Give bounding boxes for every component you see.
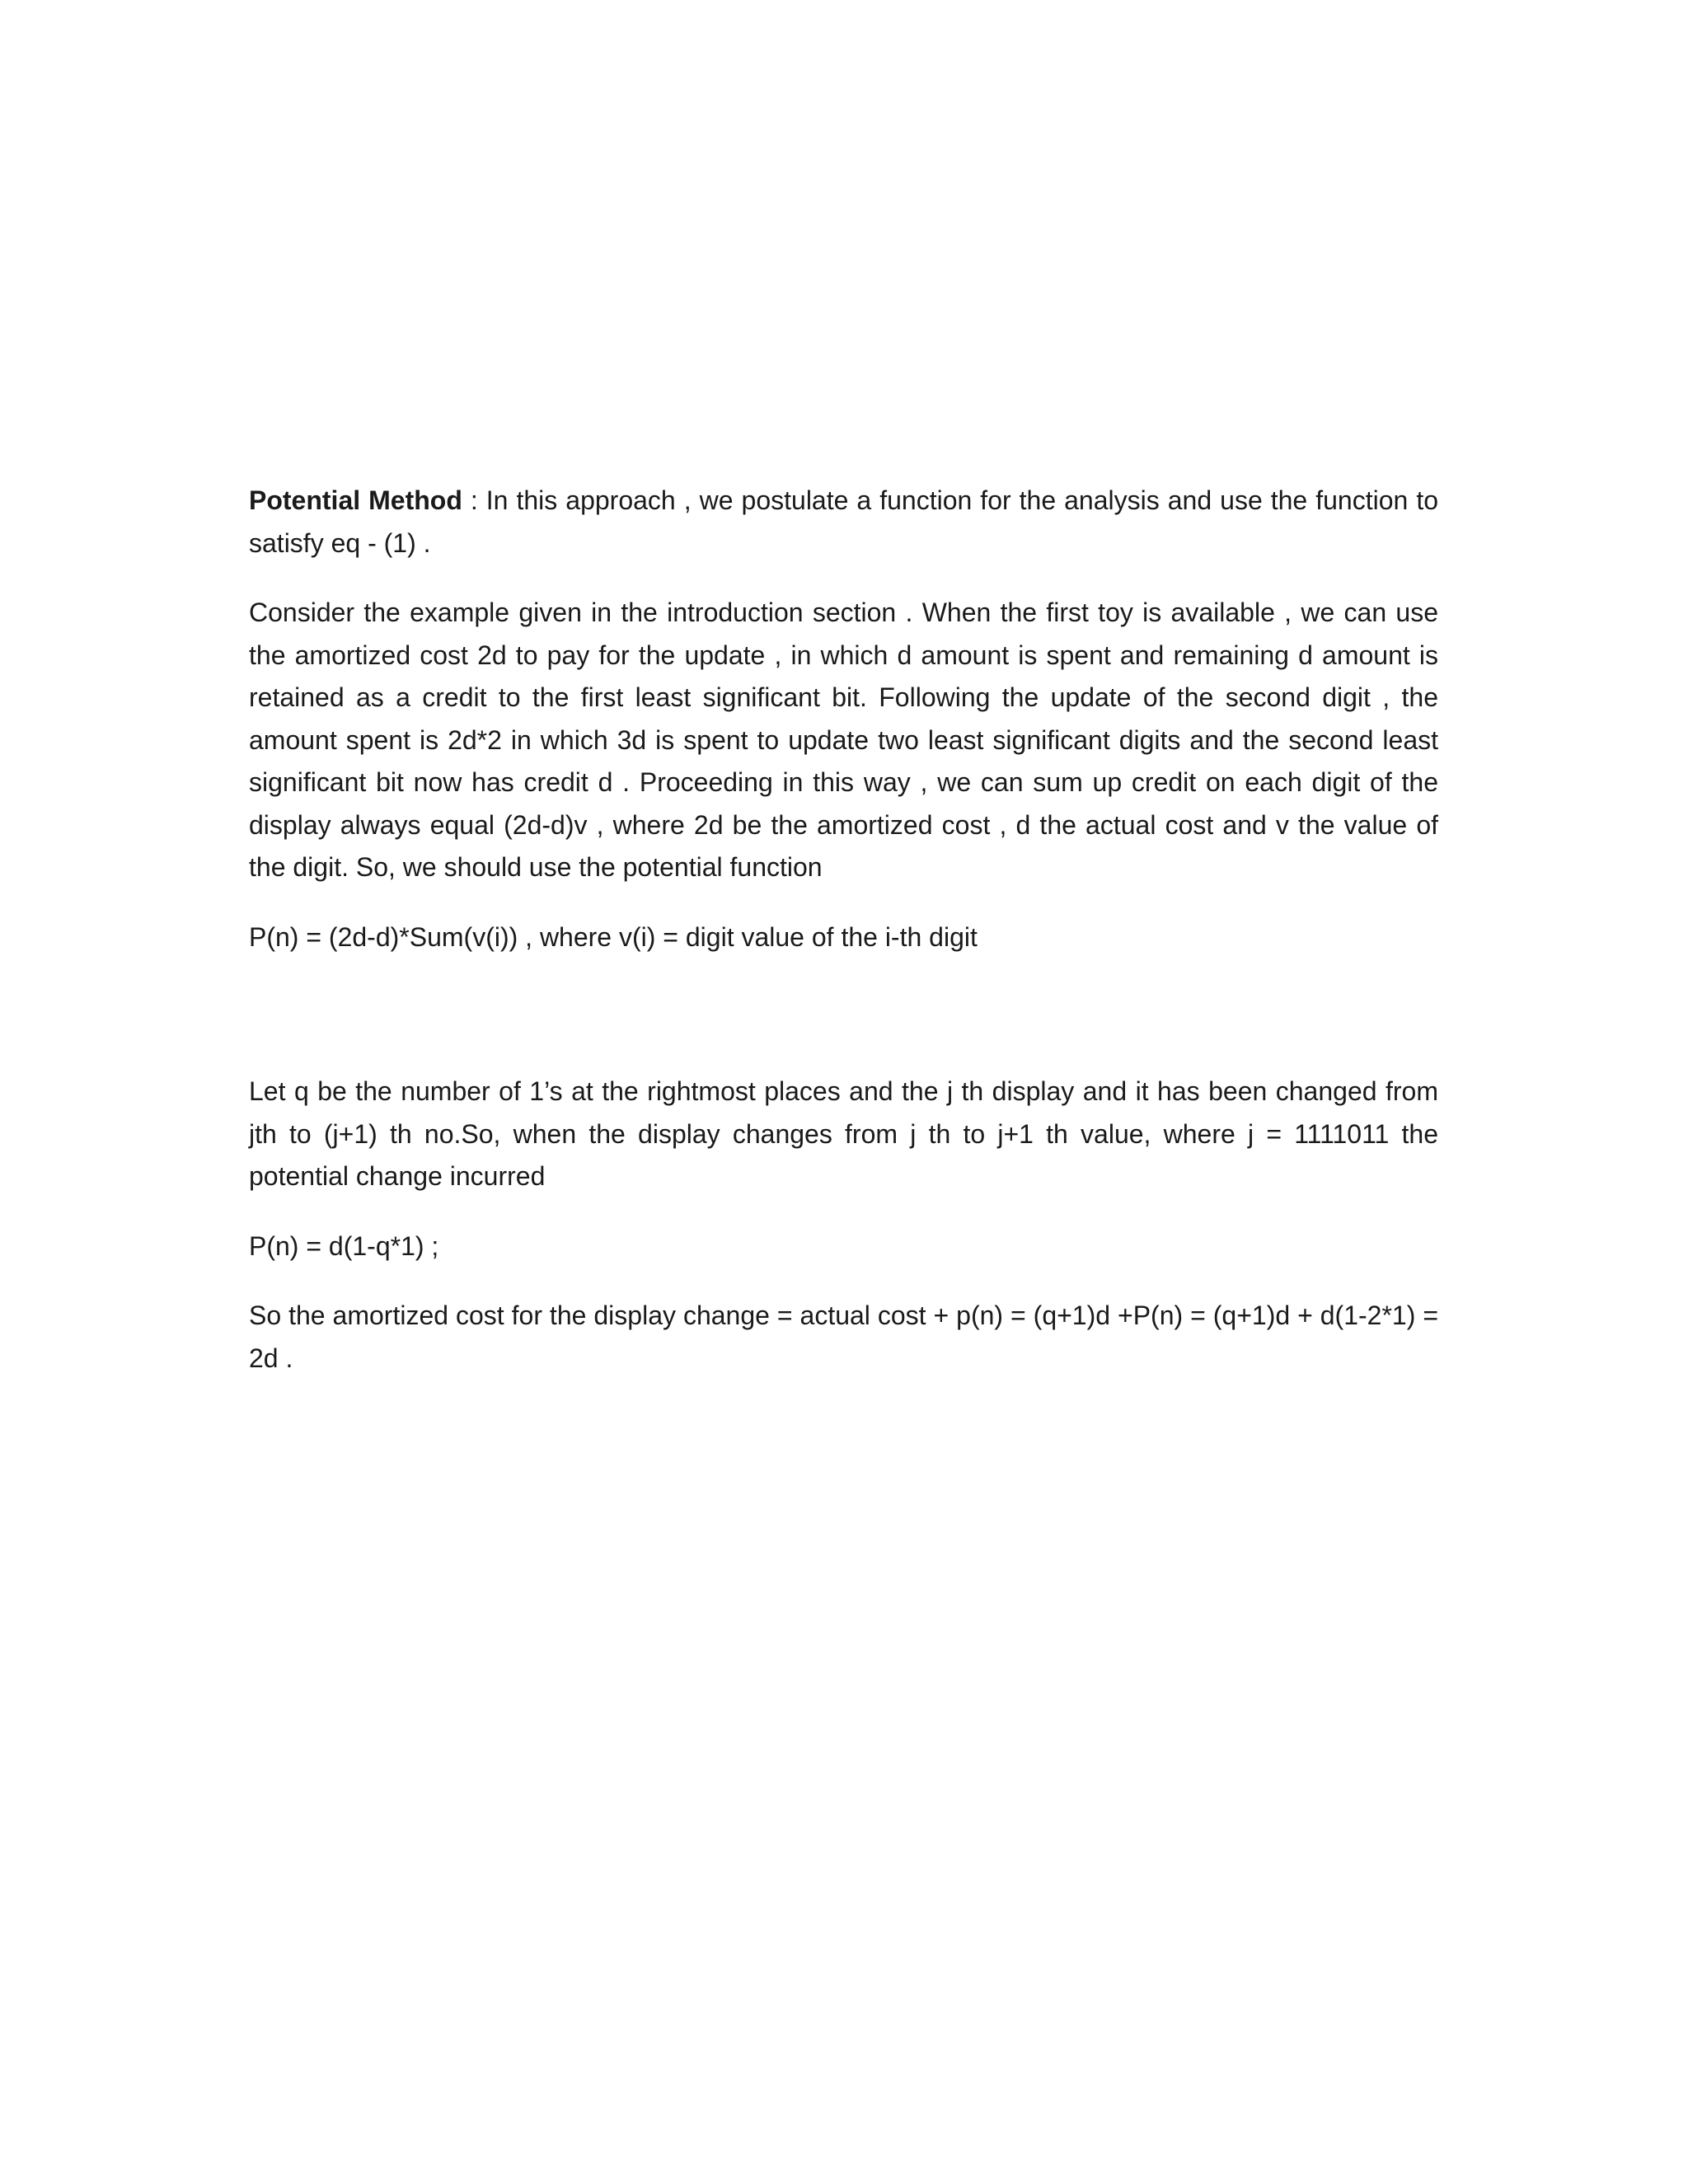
spacer <box>249 958 1438 1071</box>
potential-formula: P(n) = (2d-d)*Sum(v(i)) , where v(i) = digit value of the i-th digit <box>249 921 978 952</box>
spacer <box>249 565 1438 592</box>
spacer <box>249 1268 1438 1295</box>
change-formula: P(n) = d(1-q*1) ; <box>249 1230 439 1261</box>
change-paragraph: Let q be the number of 1’s at the rightmost places and the j th display and it has been changed from jth to (j+1) th no.So, when the display changes from j th to j+1 th value, where j = 1111011 the potential change incurred <box>249 1076 1438 1191</box>
example-paragraph: Consider the example given in the introduction section . When the first toy is available , we can use the amortized cost 2d to pay for the update , in which d amount is spent and remaining d amount is retained as a credit to the first least significant bit. Following the update of the second digit , the amount spent is 2d*2 in which 3d is spent to update two least significant digits and the second least significant bit now has credit d . Proceeding in this way , we can sum up credit on each digit of the display always equal (2d-d)v , where 2d be the amortized cost , d the actual cost and v the value of the digit. So, we should use the potential function <box>249 598 1438 882</box>
intro-paragraph <box>249 480 1438 565</box>
section-heading: Potential Method <box>249 485 462 515</box>
intro-text: : In this approach , we postulate a function for the analysis and use the function to satisfy eq - (1) . <box>249 485 1439 558</box>
amortized-paragraph: So the amortized cost for the display change = actual cost + p(n) = (q+1)d +P(n) = (q+1)d + d(1-2*1) = 2d . <box>249 1301 1438 1373</box>
document-body <box>249 480 1438 1380</box>
spacer <box>249 889 1438 916</box>
spacer <box>249 1198 1438 1226</box>
